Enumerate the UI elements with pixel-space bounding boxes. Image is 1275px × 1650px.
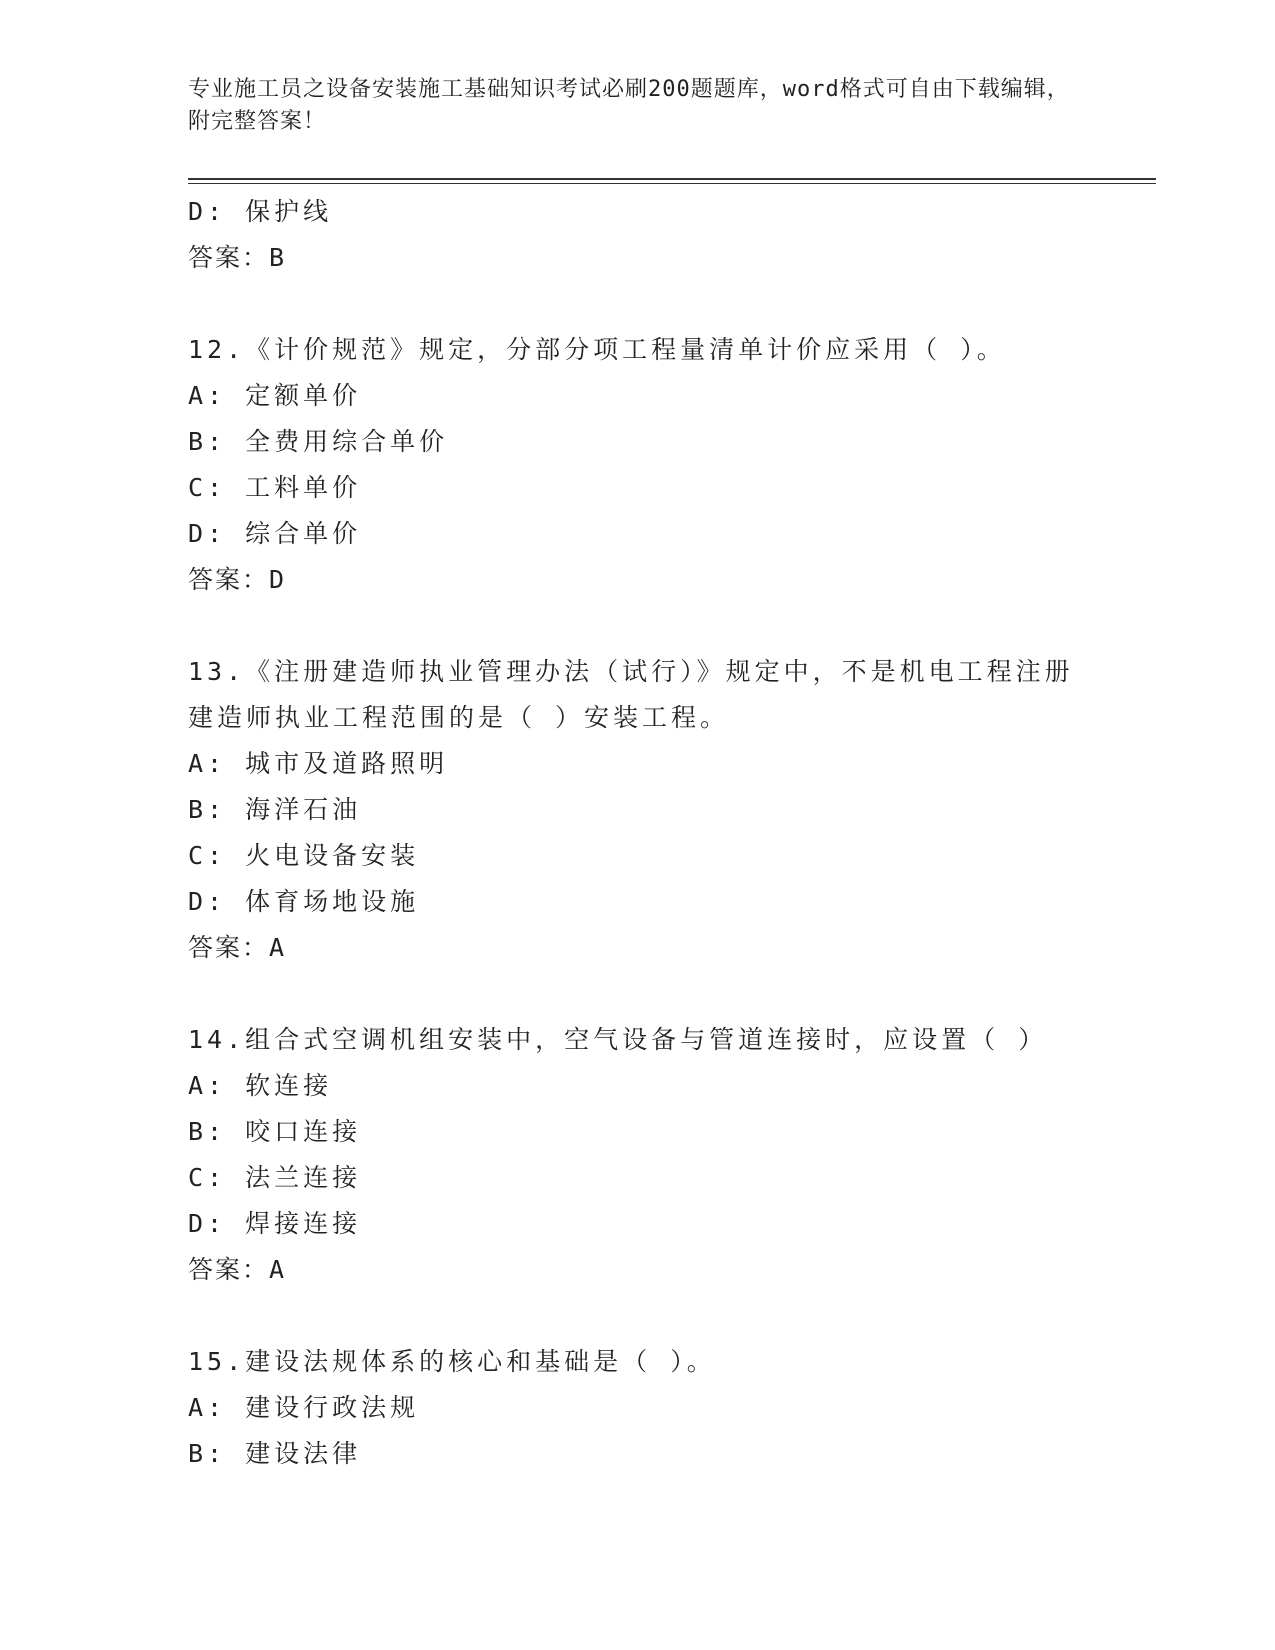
question-14-option-b: B: 咬口连接 bbox=[188, 1117, 362, 1146]
question-12-option-a: A: 定额单价 bbox=[188, 381, 362, 410]
header-divider-thin bbox=[188, 183, 1156, 184]
question-12-option-d: D: 综合单价 bbox=[188, 519, 362, 548]
prev-option-d: D: 保护线 bbox=[188, 197, 333, 226]
header-divider-thick bbox=[188, 178, 1156, 180]
question-12-stem: 12.《计价规范》规定，分部分项工程量清单计价应采用（ ）。 bbox=[188, 335, 1006, 364]
question-12-answer: 答案：D bbox=[188, 565, 287, 594]
question-list bbox=[188, 189, 1156, 1477]
question-14-option-c: C: 法兰连接 bbox=[188, 1163, 362, 1192]
question-14-answer: 答案：A bbox=[188, 1255, 287, 1284]
question-12-option-c: C: 工料单价 bbox=[188, 473, 362, 502]
question-13-option-c: C: 火电设备安装 bbox=[188, 841, 420, 870]
page-header-title: 专业施工员之设备安装施工基础知识考试必刷200题题库，word格式可自由下载编辑，附完整答案！ bbox=[188, 77, 1070, 134]
question-13-answer: 答案：A bbox=[188, 933, 287, 962]
question-14-stem: 14.组合式空调机组安装中，空气设备与管道连接时，应设置（ ） bbox=[188, 1025, 1048, 1054]
question-15-stem: 15.建设法规体系的核心和基础是（ ）。 bbox=[188, 1347, 716, 1376]
prev-answer: 答案：B bbox=[188, 243, 287, 272]
question-15-option-b: B: 建设法律 bbox=[188, 1439, 362, 1468]
question-13-stem: 13.《注册建造师执业管理办法（试行）》规定中，不是机电工程注册建造师执业工程范围的是（ ）安装工程。 bbox=[188, 657, 1074, 732]
question-14-option-d: D: 焊接连接 bbox=[188, 1209, 362, 1238]
spacer bbox=[188, 971, 1156, 1017]
question-13-option-d: D: 体育场地设施 bbox=[188, 887, 420, 916]
spacer bbox=[188, 1293, 1156, 1339]
spacer bbox=[188, 603, 1156, 649]
question-14-option-a: A: 软连接 bbox=[188, 1071, 333, 1100]
question-13-option-a: A: 城市及道路照明 bbox=[188, 749, 449, 778]
question-15-option-a: A: 建设行政法规 bbox=[188, 1393, 420, 1422]
question-13-option-b: B: 海洋石油 bbox=[188, 795, 362, 824]
question-12-option-b: B: 全费用综合单价 bbox=[188, 427, 449, 456]
spacer bbox=[188, 281, 1156, 327]
